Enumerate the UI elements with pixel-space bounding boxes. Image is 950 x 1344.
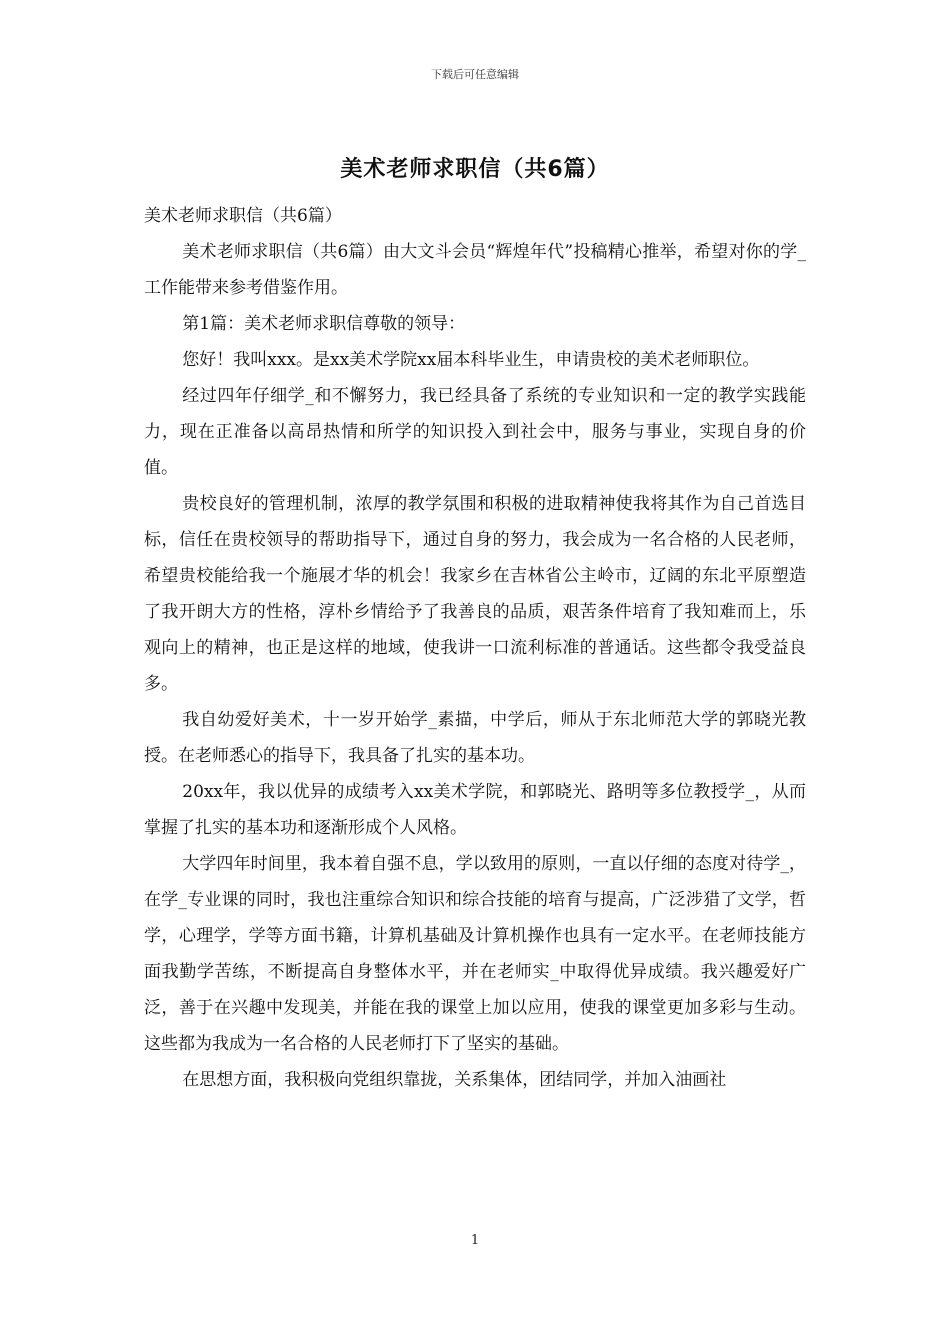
body-paragraph: 经过四年仔细学_和不懈努力，我已经具备了系统的专业知识和一定的教学实践能力，现在正准备以高昂热情和所学的知识投入到社会中，服务与事业，实现自身的价值。 [144, 386, 806, 478]
document-title: 美术老师求职信（共6篇） [340, 157, 610, 182]
body-paragraph: 您好！我叫xxx。是xx美术学院xx届本科毕业生，申请贵校的美术老师职位。 [182, 350, 760, 370]
page-number: 1 [470, 1233, 480, 1248]
section-heading: 第1篇：美术老师求职信尊敬的领导： [182, 314, 466, 334]
body-paragraph: 我自幼爱好美术，十一岁开始学_素描，中学后，师从于东北师范大学的郭晓光教授。在老师悉心的指导下，我具备了扎实的基本功。 [144, 710, 806, 766]
document-body [144, 198, 806, 1098]
body-paragraph: 贵校良好的管理机制，浓厚的教学氛围和积极的进取精神使我将其作为自己首选目标，信任在贵校领导的帮助指导下，通过自身的努力，我会成为一名合格的人民老师，希望贵校能给我一个施展才华的机会！我家乡在吉林省公主岭市，辽阔的东北平原塑造了我开朗大方的性格，淳朴乡情给予了我善良的品质，艰苦条件培育了我知难而上，乐观向上的精神，也正是这样的地域，使我讲一口流利标准的普通话。这些都令我受益良多。 [144, 494, 806, 694]
intro-paragraph: 美术老师求职信（共6篇）由大文斗会员“辉煌年代”投稿精心推举，希望对你的学_工作能带来参考借鉴作用。 [144, 242, 806, 298]
header-note: 下载后可任意编辑 [431, 68, 519, 81]
body-paragraph: 大学四年时间里，我本着自强不息，学以致用的原则，一直以仔细的态度对待学_，在学_专业课的同时，我也注重综合知识和综合技能的培育与提高，广泛涉猎了文学，哲学，心理学，学等方面书籍，计算机基础及计算机操作也具有一定水平。在老师技能方面我勤学苦练，不断提高自身整体水平，并在老师实_中取得优异成绩。我兴趣爱好广泛，善于在兴趣中发现美，并能在我的课堂上加以应用，使我的课堂更加多彩与生动。这些都为我成为一名合格的人民老师打下了坚实的基础。 [144, 854, 806, 1054]
document-subtitle: 美术老师求职信（共6篇） [144, 206, 342, 226]
body-paragraph: 20xx年，我以优异的成绩考入xx美术学院，和郭晓光、路明等多位教授学_，从而掌握了扎实的基本功和逐渐形成个人风格。 [144, 782, 806, 838]
body-paragraph: 在思想方面，我积极向党组织靠拢，关系集体，团结同学，并加入油画社 [182, 1070, 727, 1090]
